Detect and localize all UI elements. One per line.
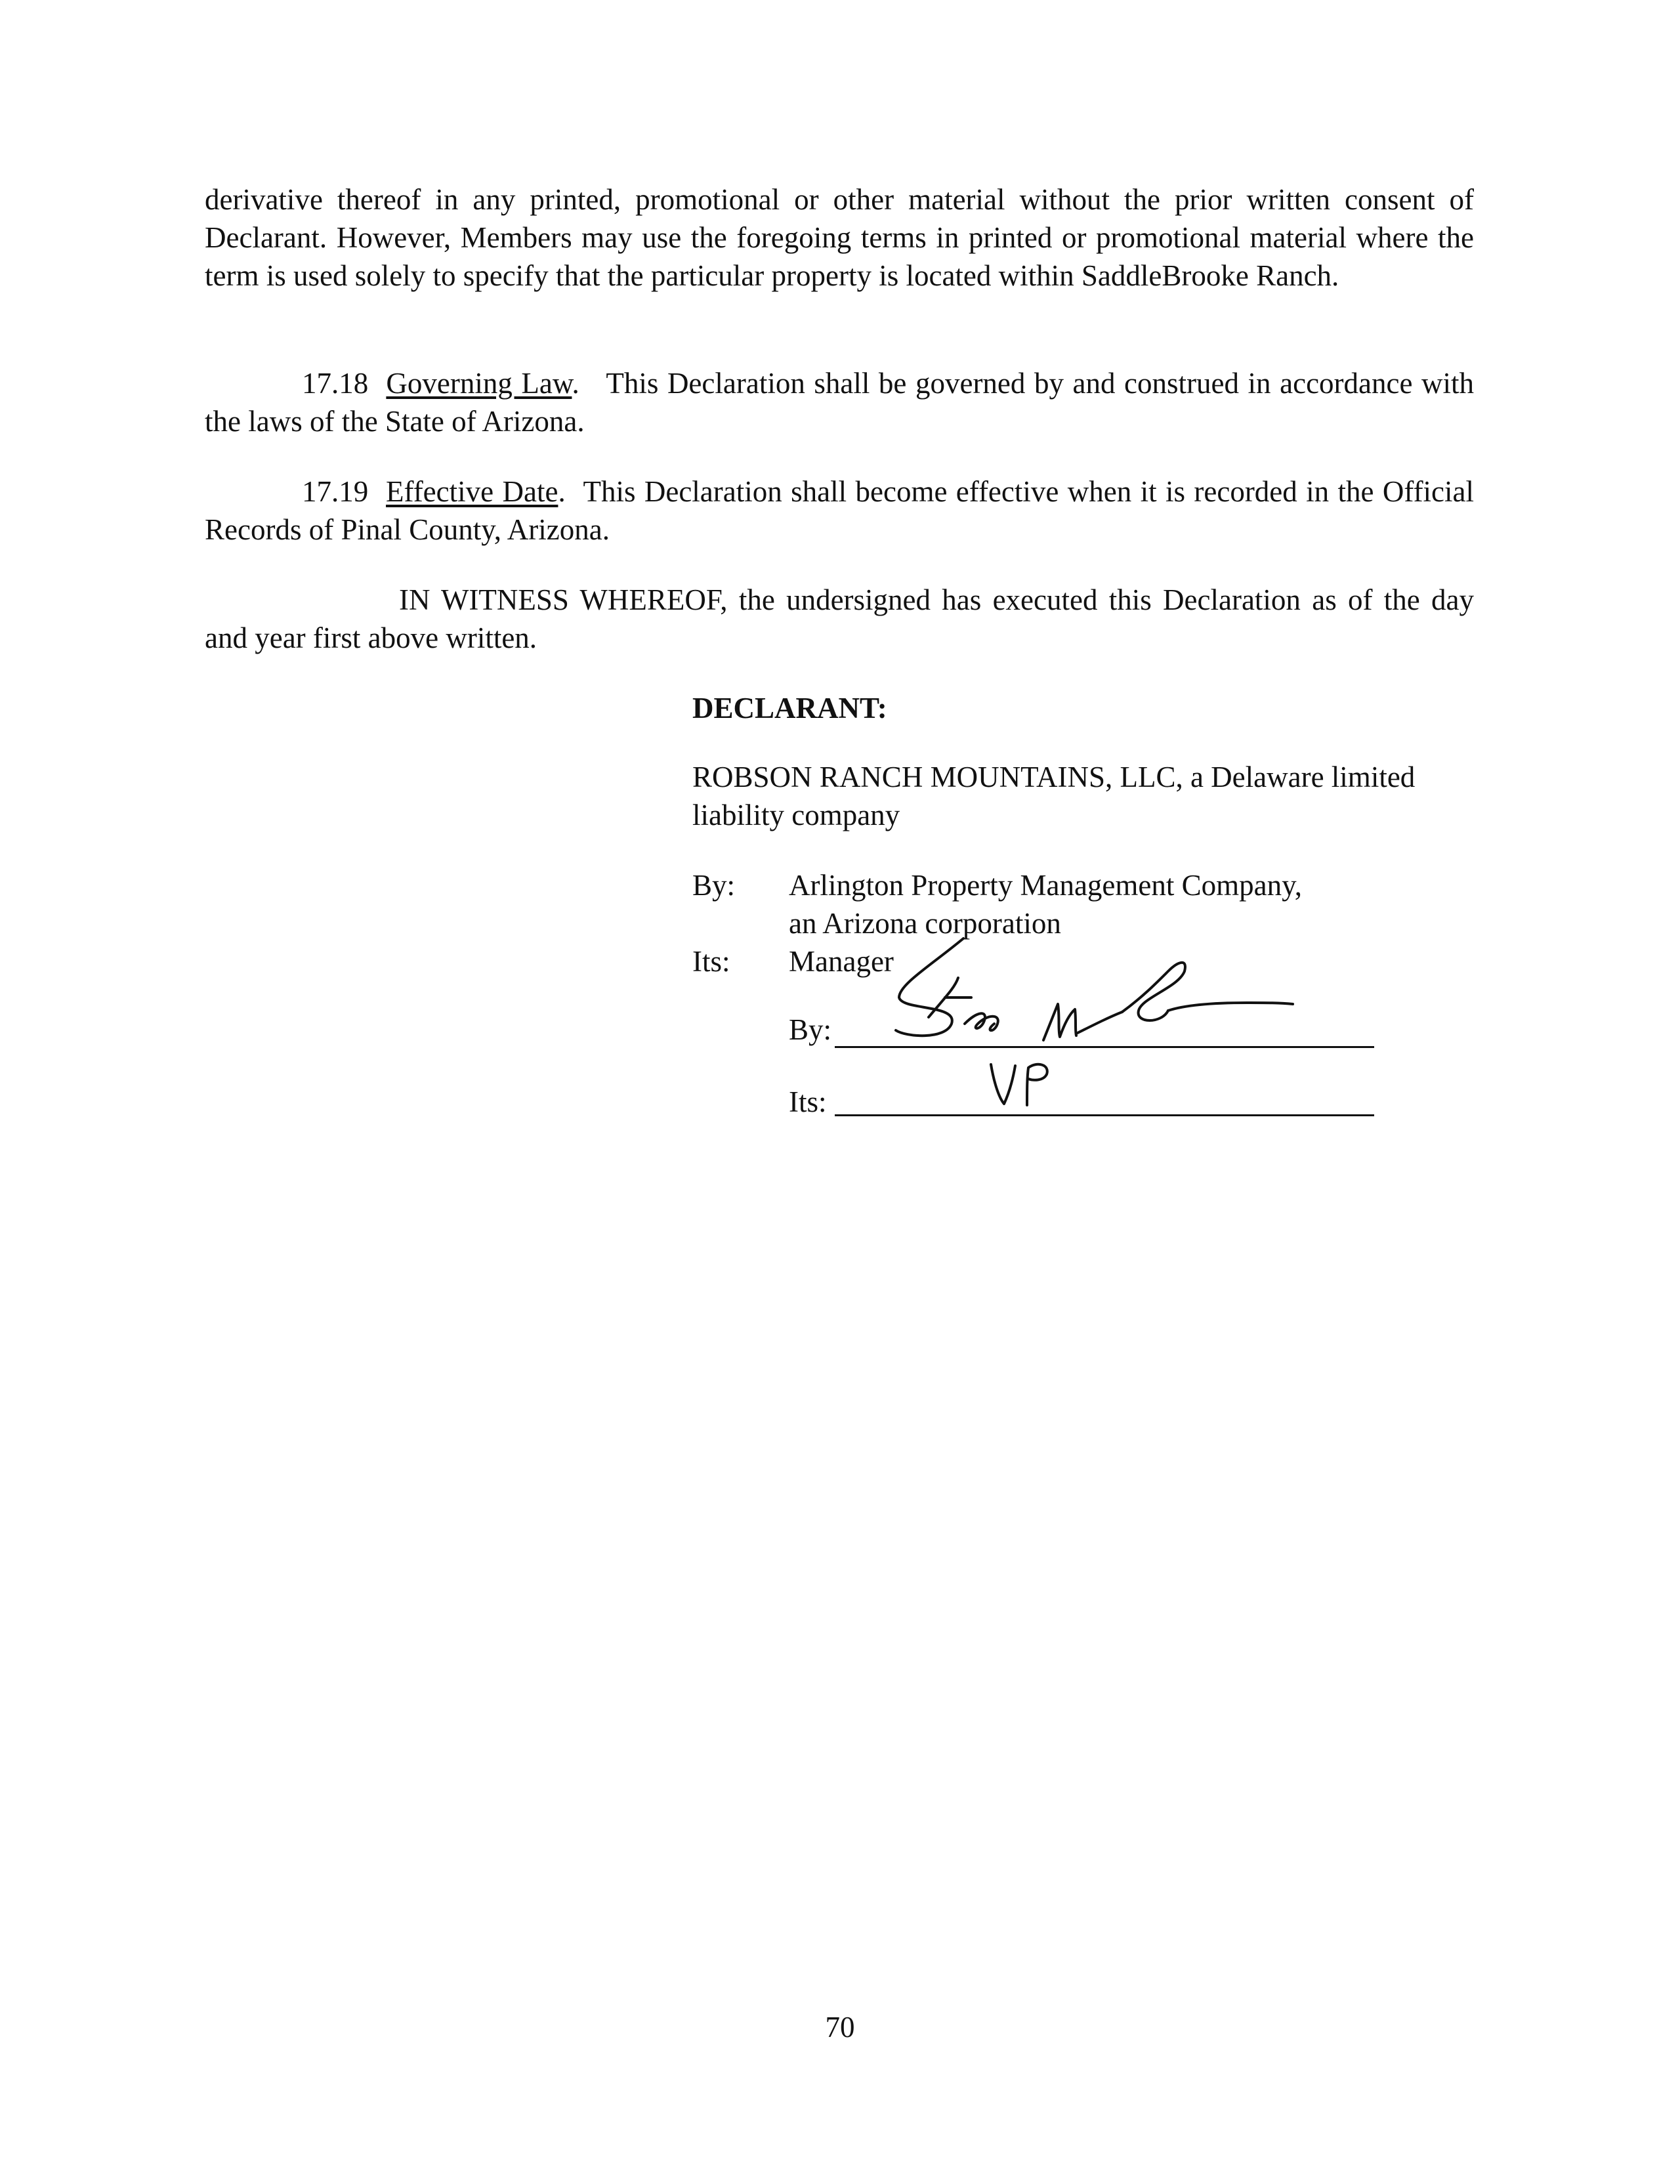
handwritten-title — [988, 1058, 1066, 1110]
its-value: Manager — [789, 945, 894, 978]
page-number: 70 — [825, 2011, 855, 2044]
inner-its-label: Its: — [789, 1085, 827, 1118]
witness-clause: IN WITNESS WHEREOF, the undersigned has executed this Declaration as of the day and year first above written. — [205, 583, 1474, 654]
paragraph-continuation: derivative thereof in any printed, promotional or other material without the prior written consent of Declarant. However, Members may use the foregoing terms in printed or promotional material where the term is used solely to specify that the particular property is located within SaddleBrooke Ranch. — [205, 183, 1474, 292]
by-value-line1: Arlington Property Management Company, — [789, 869, 1302, 902]
handwritten-signature — [879, 925, 1339, 1057]
its-label: Its: — [692, 945, 730, 978]
section-17-18: 17.18 Governing Law. This Declaration shall be governed by and construed in accordance with the laws of the State of Arizona. — [205, 367, 1475, 438]
by-value-line2: an Arizona corporation — [789, 907, 1061, 940]
section-text: This Declaration shall become effective when it is recorded in the Official Records of Pinal County, Arizona. — [205, 475, 1475, 546]
title-line — [835, 1114, 1374, 1116]
declarant-label: DECLARANT: — [692, 692, 887, 724]
declarant-entity: ROBSON RANCH MOUNTAINS, LLC, a Delaware limited liability company — [692, 761, 1416, 831]
section-17-19: 17.19 Effective Date. This Declaration shall become effective when it is recorded in the Official Records of Pinal County, Arizona. — [205, 475, 1475, 546]
section-heading: Governing Law — [386, 367, 572, 400]
by-label: By: — [692, 869, 736, 902]
section-heading: Effective Date — [386, 475, 558, 508]
inner-by-label: By: — [789, 1013, 832, 1046]
section-text: This Declaration shall be governed by and construed in accordance with the laws of the State of Arizona. — [205, 367, 1475, 438]
section-number: 17.18 — [302, 367, 369, 400]
section-number: 17.19 — [302, 475, 369, 508]
